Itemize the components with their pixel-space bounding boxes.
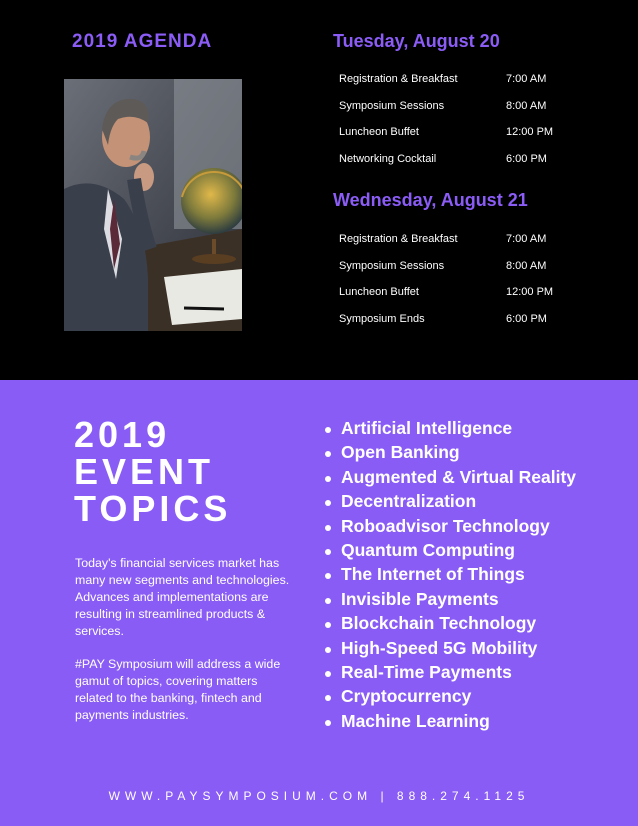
schedule-event: Registration & Breakfast (339, 73, 458, 85)
schedule-time: 6:00 PM (506, 153, 547, 166)
topic-item: Machine Learning (322, 711, 576, 735)
schedule-event: Networking Cocktail (339, 153, 437, 166)
topics-title-line: EVENT (74, 451, 215, 492)
topic-item: Roboadvisor Technology (322, 516, 576, 540)
schedule-time: 8:00 AM (506, 259, 547, 272)
schedule-row (339, 126, 559, 153)
topic-item: Artificial Intelligence (322, 418, 576, 442)
schedule-time: 12:00 PM (506, 126, 554, 139)
schedule-row (339, 73, 559, 100)
schedule-event: Luncheon Buffet (339, 286, 419, 299)
agenda-section (0, 0, 638, 380)
schedule-time: 8:00 AM (506, 99, 547, 112)
schedule-time: 7:00 AM (506, 73, 547, 85)
topic-item: High-Speed 5G Mobility (322, 638, 576, 662)
topic-list (322, 418, 576, 735)
day-heading-wednesday: Wednesday, August 21 (333, 190, 528, 210)
topics-title-line: 2019 (74, 414, 171, 455)
schedule-event: Symposium Ends (339, 313, 425, 326)
topics-section (0, 380, 638, 826)
footer-contact: WWW.PAYSYMPOSIUM.COM | 888.274.1125 (108, 789, 530, 803)
topic-item: Cryptocurrency (322, 686, 576, 710)
topic-item: Blockchain Technology (322, 613, 576, 637)
topic-item: Augmented & Virtual Reality (322, 467, 576, 491)
schedule-wednesday (339, 233, 559, 340)
agenda-title: 2019 AGENDA (72, 31, 213, 52)
topic-item: Open Banking (322, 442, 576, 466)
topics-title-line: TOPICS (74, 488, 232, 529)
businessman-globe-photo (64, 79, 242, 331)
topic-item: Invisible Payments (322, 589, 576, 613)
schedule-row (339, 233, 559, 260)
schedule-event: Symposium Sessions (339, 99, 445, 112)
schedule-tuesday (339, 73, 559, 180)
topics-description: #PAY Symposium will address a wide gamut of topics, covering matters related to the banking, fintech and payments industries. (75, 657, 281, 722)
schedule-row (339, 260, 559, 287)
day-heading-tuesday: Tuesday, August 20 (333, 31, 500, 51)
schedule-event: Luncheon Buffet (339, 126, 419, 139)
schedule-row (339, 286, 559, 313)
schedule-time: 7:00 AM (506, 233, 547, 245)
topic-item: Real-Time Payments (322, 662, 576, 686)
topic-item: Quantum Computing (322, 540, 576, 564)
topic-item: Decentralization (322, 491, 576, 515)
schedule-row (339, 313, 559, 340)
topics-description: Today's financial services market has many new segments and technologies. Advances and implementations are resulting in streamlined products & services. (75, 556, 290, 638)
topics-title (74, 416, 304, 527)
topic-item: The Internet of Things (322, 564, 576, 588)
schedule-event: Registration & Breakfast (339, 233, 458, 245)
schedule-event: Symposium Sessions (339, 259, 445, 272)
schedule-time: 12:00 PM (506, 286, 554, 299)
schedule-row (339, 153, 559, 180)
schedule-time: 6:00 PM (506, 313, 547, 326)
schedule-row (339, 100, 559, 127)
